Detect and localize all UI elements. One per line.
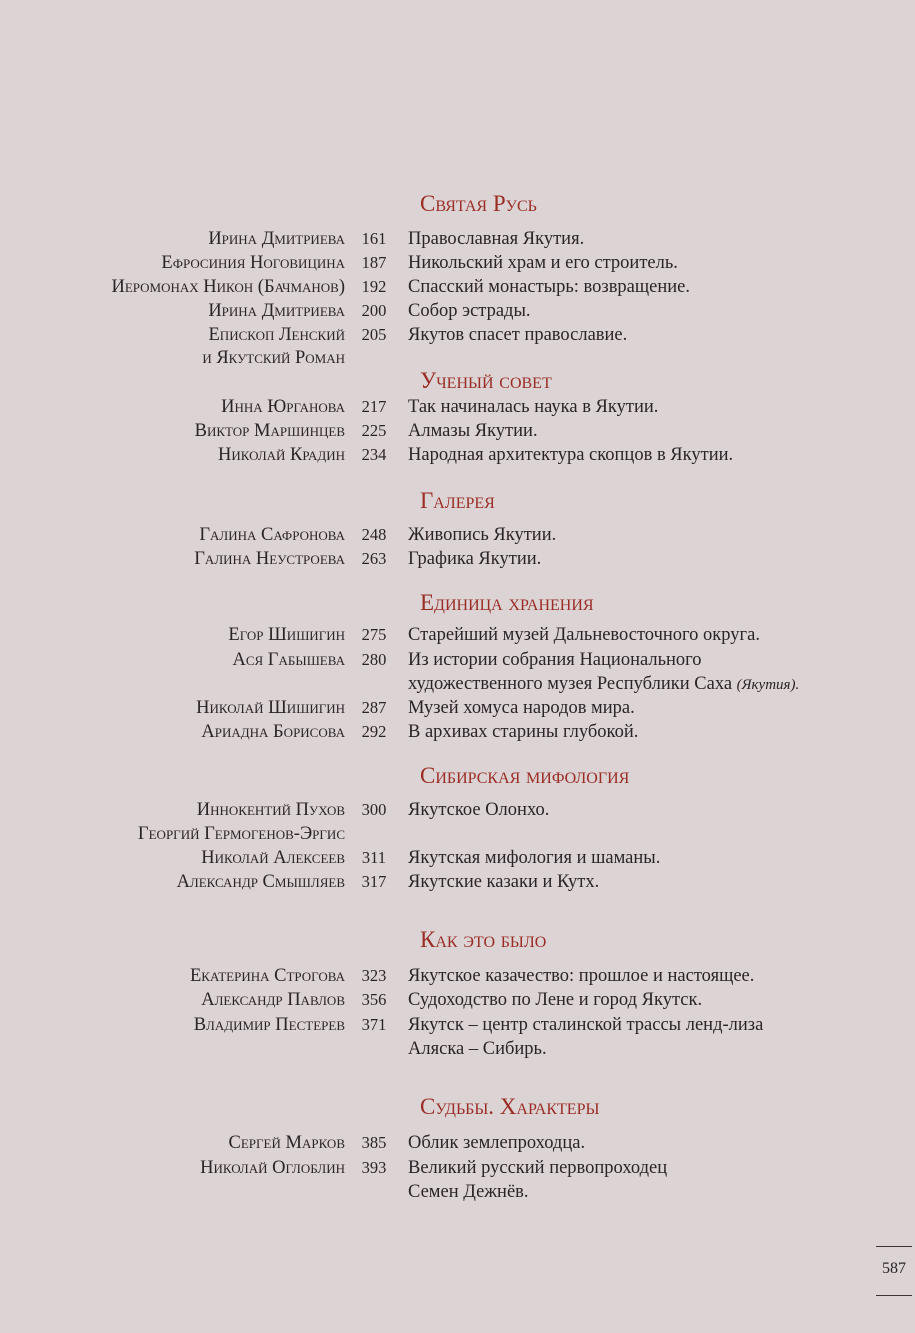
entry-page: 356 (361, 990, 387, 1009)
entry-author: Сергей Марков (228, 1133, 345, 1153)
toc-entry (0, 822, 915, 846)
entry-page: 300 (361, 800, 387, 819)
entry-author: Николай Крадин (218, 445, 345, 465)
section-heading: Сибирская мифология (420, 763, 630, 788)
entry-page: 205 (361, 325, 387, 344)
toc-entry (0, 870, 915, 894)
entry-page: 393 (361, 1158, 387, 1177)
toc-entry (0, 1180, 915, 1204)
entry-page: 263 (361, 549, 387, 568)
entry-page: 287 (361, 698, 387, 717)
folio-rule-bottom (876, 1295, 912, 1296)
toc-entry (0, 1013, 915, 1037)
toc-entry (0, 672, 915, 696)
toc-entry (0, 696, 915, 720)
entry-page: 385 (361, 1133, 387, 1152)
entry-title-text: художественного музея Республики Саха (408, 674, 733, 694)
entry-author: Екатерина Строгова (190, 966, 345, 986)
toc-entry (0, 1156, 915, 1180)
section-heading: Святая Русь (420, 191, 537, 216)
entry-author: Николай Алексеев (201, 848, 345, 868)
entry-title: Облик землепроходца. (408, 1133, 586, 1153)
page-number: 587 (882, 1260, 906, 1277)
toc-entry (0, 395, 915, 419)
toc-entry (0, 443, 915, 467)
entry-title-italic: (Якутия). (736, 677, 800, 693)
entry-title: Алмазы Якутии. (408, 421, 538, 441)
entry-title: Никольский храм и его строитель. (408, 253, 678, 273)
entry-author: Ариадна Борисова (201, 722, 345, 742)
entry-title: Музей хомуса народов мира. (408, 698, 635, 718)
entry-page: 311 (361, 848, 387, 867)
entry-author: Инна Юрганова (221, 397, 345, 417)
entry-author: Ефросиния Ноговицина (161, 253, 345, 273)
entry-title: Якутское казачество: прошлое и настоящее. (408, 966, 755, 986)
entry-page: 317 (361, 872, 387, 891)
entry-title: Из истории собрания Национального (408, 650, 702, 670)
entry-author: Виктор Маршинцев (194, 421, 345, 441)
toc-entry (0, 523, 915, 547)
entry-page: 225 (361, 421, 387, 440)
entry-title (408, 672, 799, 697)
toc-entry (0, 720, 915, 744)
toc-entry (0, 1037, 915, 1061)
entry-page: 292 (361, 722, 387, 741)
toc-entry (0, 227, 915, 251)
toc-entry (0, 299, 915, 323)
toc-entry (0, 798, 915, 822)
entry-author: Епископ Ленский (208, 325, 345, 345)
entry-author: Иннокентий Пухов (196, 800, 345, 820)
entry-title: Народная архитектура скопцов в Якутии. (408, 445, 734, 465)
entry-author: Ася Габышева (232, 650, 345, 670)
entry-title: В архивах старины глубокой. (408, 722, 639, 742)
entry-title: Якутская мифология и шаманы. (408, 848, 661, 868)
toc-entry (0, 1131, 915, 1155)
entry-title: Великий русский первопроходец (408, 1158, 668, 1178)
entry-title: Якутское Олонхо. (408, 800, 550, 820)
entry-title: Графика Якутии. (408, 549, 542, 569)
toc-entry (0, 648, 915, 672)
entry-title: Судоходство по Лене и город Якутск. (408, 990, 703, 1010)
entry-author: Ирина Дмитриева (208, 229, 345, 249)
toc-entry (0, 251, 915, 275)
entry-author: Галина Неустроева (194, 549, 345, 569)
entry-author: Иеромонах Никон (Бачманов) (111, 277, 345, 297)
entry-title: Якутов спасет православие. (408, 325, 628, 345)
entry-page: 275 (361, 625, 387, 644)
entry-page: 192 (361, 277, 387, 296)
toc-entry (0, 964, 915, 988)
entry-title: Православная Якутия. (408, 229, 585, 249)
entry-title: Аляска – Сибирь. (408, 1039, 547, 1059)
entry-author: Егор Шишигин (228, 625, 345, 645)
toc-entry (0, 323, 915, 347)
entry-page: 371 (361, 1015, 387, 1034)
entry-title: Старейший музей Дальневосточного округа. (408, 625, 760, 645)
entry-title: Семен Дежнёв. (408, 1182, 529, 1202)
toc-entry (0, 547, 915, 571)
entry-author: Георгий Гермогенов-Эргис (137, 824, 345, 844)
entry-author: и Якутский Роман (202, 348, 345, 368)
entry-author: Галина Сафронова (199, 525, 345, 545)
entry-page: 187 (361, 253, 387, 272)
entry-title: Собор эстрады. (408, 301, 531, 321)
entry-page: 217 (361, 397, 387, 416)
entry-author: Александр Павлов (201, 990, 345, 1010)
section-heading: Судьбы. Характеры (420, 1094, 600, 1119)
entry-title: Живопись Якутии. (408, 525, 557, 545)
toc-entry (0, 988, 915, 1012)
entry-page: 323 (361, 966, 387, 985)
folio-rule-top (876, 1246, 912, 1247)
entry-page: 248 (361, 525, 387, 544)
toc-entry (0, 623, 915, 647)
section-heading: Как это было (420, 927, 547, 952)
section-heading: Единица хранения (420, 590, 594, 615)
toc-entry (0, 275, 915, 299)
entry-page: 280 (361, 650, 387, 669)
entry-title: Якутские казаки и Кутх. (408, 872, 600, 892)
entry-author: Николай Оглоблин (200, 1158, 345, 1178)
section-heading: Галерея (420, 488, 495, 513)
entry-title: Так начиналась наука в Якутии. (408, 397, 659, 417)
entry-title: Спасский монастырь: возвращение. (408, 277, 690, 297)
toc-entry (0, 419, 915, 443)
entry-author: Николай Шишигин (196, 698, 345, 718)
entry-author: Ирина Дмитриева (208, 301, 345, 321)
entry-title: Якутск – центр сталинской трассы ленд-лиза (408, 1015, 764, 1035)
toc-entry (0, 846, 915, 870)
section-heading: Ученый совет (420, 368, 552, 393)
entry-author: Александр Смышляев (176, 872, 345, 892)
entry-author: Владимир Пестерев (193, 1015, 345, 1035)
entry-page: 161 (361, 229, 387, 248)
entry-page: 200 (361, 301, 387, 320)
entry-page: 234 (361, 445, 387, 464)
